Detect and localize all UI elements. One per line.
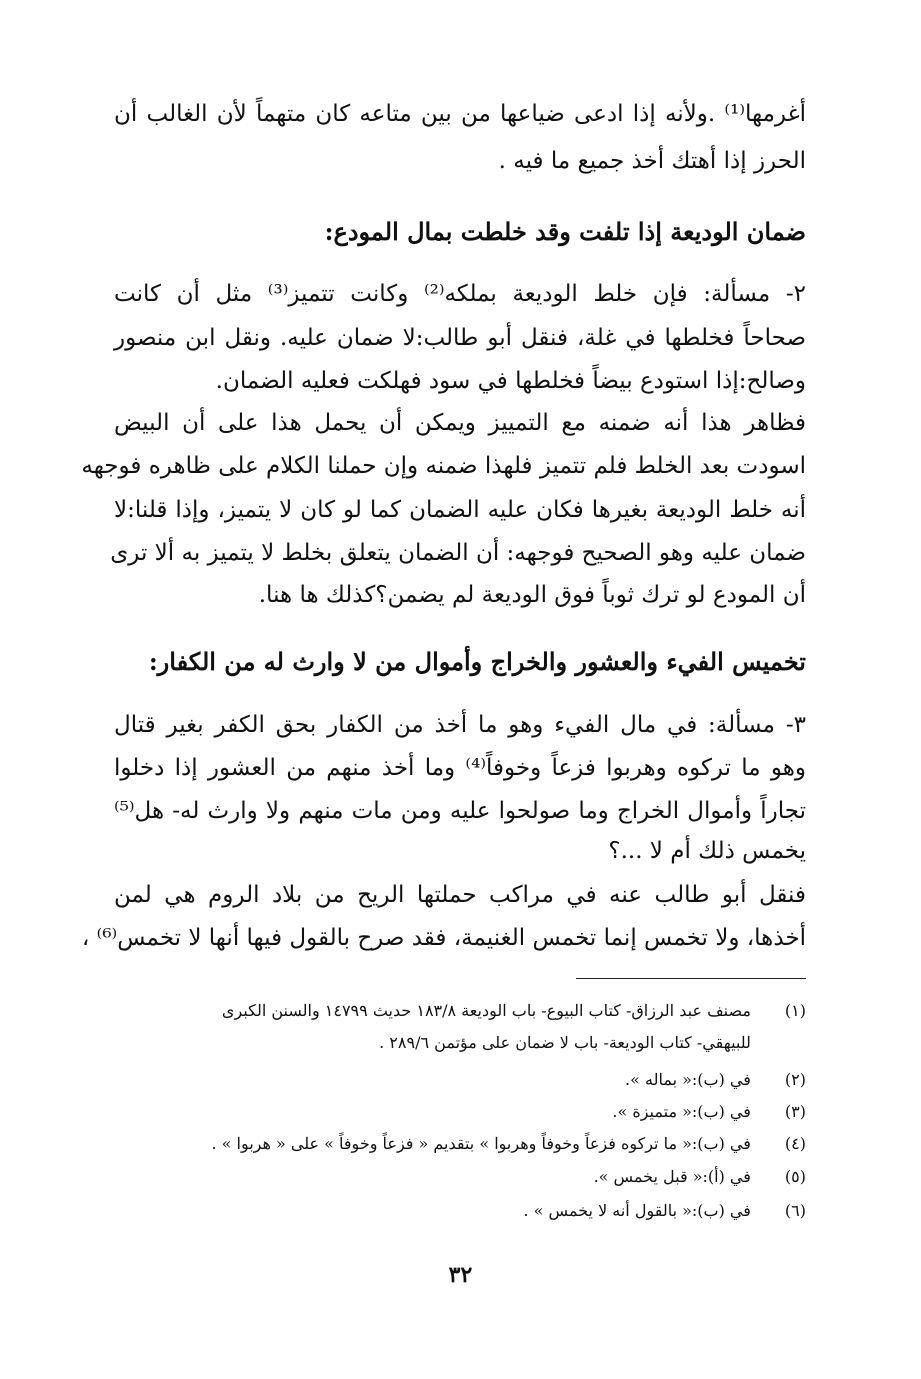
section1-line-5: اسودت بعد الخلط فلم تتميز فلهذا ضمنه وإن حملنا الكلام على ظاهره فوجهه [81,453,806,479]
footnote-text: مصنف عبد الرزاق- كتاب البيوع- باب الوديعة ١٨٣/٨ حديث ١٤٧٩٩ والسنن الكبرى [221,1001,751,1020]
section1-line-4: فظاهر هذا أنه ضمنه مع التمييز ويمكن أن يحمل هذا على أن البيض [114,410,806,436]
section1-line-1: ٢- مسألة: فإن خلط الوديعة بملكه⁽²⁾ وكانت تتميز⁽³⁾ مثل أن كانت [114,281,806,307]
section2-line-1: ٣- مسألة: في مال الفيء وهو ما أخذ من الكفار بحق الكفر بغير قتال [114,712,806,738]
page-number: ٣٢ [448,1262,473,1288]
section1-line-3: وصالح:إذا استودع بيضاً فخلطها في سود فهلكت فعليه الضمان. [215,368,806,394]
footnote-number: (٣) [784,1102,806,1121]
footnote-divider [576,978,806,979]
footnote-number: (٥) [784,1167,806,1186]
section2-line-4: يخمس ذلك أم لا ...؟ [608,838,806,864]
footnote-text: في (ب):« بالقول أنه لا يخمس » . [523,1201,751,1220]
section1-line-7: ضمان عليه وهو الصحيح فوجهه: أن الضمان يتعلق بخلط لا يتميز به ألا ترى [110,540,806,566]
footnote-4 [106,1129,806,1159]
intro-line-2: الحرز إذا أهتك أخذ جميع ما فيه . [498,148,806,174]
footnote-2 [106,1065,806,1095]
footnote-text: في (ب):« متميزة ». [612,1102,751,1121]
section1-heading: ضمان الوديعة إذا تلفت وقد خلطت بمال المودع: [324,217,806,246]
section1-line-6: أنه خلط الوديعة بغيرها فكان عليه الضمان كما لو كان لا يتميز، وإذا قلنا:لا [114,497,806,523]
footnote-3 [106,1097,806,1127]
footnote-number: (٤) [784,1134,806,1153]
footnote-1 [106,996,806,1026]
section2-line-6: أخذها، ولا تخمس إنما تخمس الغنيمة، فقد صرح بالقول فيها أنها لا تخمس⁽⁶⁾ ، [81,925,806,951]
footnote-text: في (ب):« ما تركوه فزعاً وخوفاً وهربوا » بتقديم « فزعاً وخوفاً » على « هربوا » . [211,1134,751,1153]
section2-line-5: فنقل أبو طالب عنه في مراكب حملتها الريح من بلاد الروم هي لمن [114,882,806,908]
section2-heading: تخميس الفيء والعشور والخراج وأموال من لا وارث له من الكفار: [148,647,806,676]
section1-line-2: صحاحاً فخلطها في غلة، فنقل أبو طالب:لا ضمان عليه. ونقل ابن منصور [114,325,806,351]
footnote-5 [106,1162,806,1192]
footnote-1-continued [106,1028,806,1058]
footnote-number: (١) [784,1001,806,1020]
section2-line-2: وهو ما تركوه وهربوا فزعاً وخوفاً⁽⁴⁾ وما أخذ منهم من العشور إذا دخلوا [114,755,806,781]
footnote-text: في (ب):« بماله ». [625,1070,751,1089]
section2-line-3: تجاراً وأموال الخراج وما صولحوا عليه ومن مات منهم ولا وارث له- هل⁽⁵⁾ [114,798,806,824]
footnote-text: للبيهقي- كتاب الوديعة- باب لا ضمان على مؤتمن ٢٨٩/٦ . [379,1033,751,1052]
footnote-number: (٢) [784,1070,806,1089]
footnote-number: (٦) [784,1201,806,1220]
footnote-6 [106,1196,806,1226]
footnote-text: في (أ):« قبل يخمس ». [593,1167,751,1186]
section1-line-8: أن المودع لو ترك ثوباً فوق الوديعة لم يضمن؟كذلك ها هنا. [258,582,806,608]
intro-line-1: أغرمها⁽¹⁾ .ولأنه إذا ادعى ضياعها من بين متاعه كان متهماً لأن الغالب أن [114,101,806,127]
